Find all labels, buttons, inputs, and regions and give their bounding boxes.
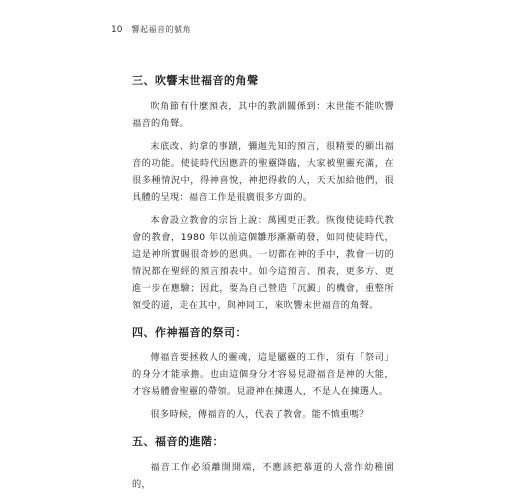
paragraph: 很多時候，傳福音的人，代表了教會。能不慎重嗎？ <box>150 409 369 420</box>
paragraph: 本會設立教會的宗旨上說：萬國更正教。恢復使徒時代教會的教會，1980 年以前這個雛形漸漸萌發，如同使徒時代，這是神所實賜很奇妙的恩典。一切都在神的手中，教會一切的情況都在聖經的預言預表中。如今這預言、預表，更多方、更進一步在應驗；因此，要為自己營造「沉澱」的機會，重整所領受的道，走在其中，與神同工，來吹響末世福音的角聲。 <box>132 214 394 311</box>
page-header <box>111 24 191 35</box>
page-body <box>132 72 394 499</box>
section-heading-4: 四、作神福音的祭司： <box>132 325 247 339</box>
section-heading-3: 三、吹響末世福音的角聲 <box>132 74 259 87</box>
section-heading-5: 五、福音的進階： <box>132 435 224 448</box>
paragraph: 福音工作必須離開開端，不應該把慕道的人當作幼稚園的， <box>132 461 394 490</box>
paragraph: 傳福音要拯救人的靈魂，這是屬靈的工作，須有「祭司」的身分才能承擔。也由這個身分才容易見證福音是神的大能，才容易體會聖靈的帶領。見證神在揀選人，不是人在揀選人。 <box>132 352 394 397</box>
paragraph: 吹角節有什麼預表，其中的教訓關係到：末世能不能吹響福音的角聲。 <box>132 100 394 129</box>
running-title: 響起福音的號角 <box>131 25 191 34</box>
paragraph: 末底改、約拿的事蹟，彌迦先知的預言，很精要的顯出福音的功能。使徒時代因應許的聖靈降臨，大家被聖靈充滿，在很多種情況中，得神喜悅，神把得救的人，天天加給他們，很具體的呈現：福音工作是很廣很多方面的。 <box>132 140 394 203</box>
page-number: 10 <box>111 24 123 35</box>
